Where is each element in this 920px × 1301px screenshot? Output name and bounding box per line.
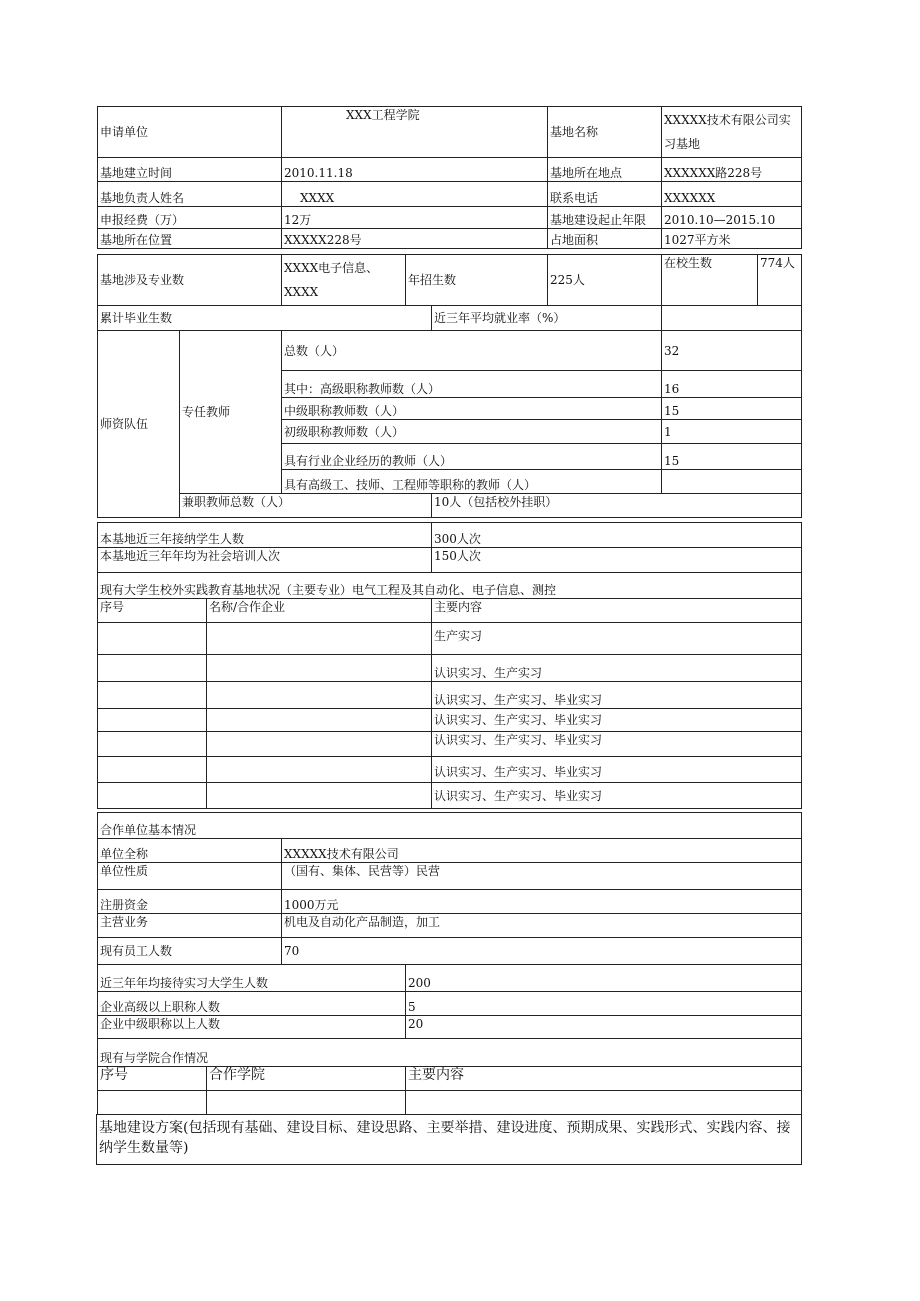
- table-row: [98, 709, 802, 732]
- faculty-row-value: 16: [662, 371, 802, 398]
- practice-name: [207, 732, 432, 757]
- practice-title: 现有大学生校外实践教育基地状况（主要专业）电气工程及其自动化、电子信息、测控: [98, 573, 802, 599]
- fulltime-label: 专任教师: [180, 331, 282, 494]
- partner-stats-table: [97, 964, 802, 1067]
- practice-header-name: 名称/合作企业: [207, 599, 432, 623]
- college-title: 现有与学院合作情况: [98, 1039, 802, 1067]
- students-value: 300人次: [432, 523, 802, 548]
- faculty-row-label: 总数（人）: [282, 331, 662, 371]
- applicant-label: 申请单位: [98, 107, 282, 158]
- practice-table: [97, 572, 802, 809]
- partner-senior-value: 5: [406, 992, 802, 1016]
- practice-name: [207, 655, 432, 682]
- practice-header-content: 主要内容: [432, 599, 802, 623]
- position-label: 基地所在位置: [98, 229, 282, 249]
- practice-content: 生产实习: [432, 623, 802, 655]
- college-header-no: 序号: [98, 1067, 207, 1091]
- partner-business-value: 机电及自动化产品制造，加工: [282, 914, 802, 938]
- majors-table: [97, 254, 802, 306]
- faculty-row-label: 初级职称教师数（人）: [282, 420, 662, 444]
- manager-value: XXXX: [282, 182, 548, 207]
- phone-label: 联系电话: [548, 182, 662, 207]
- parttime-value: 10人（包括校外挂职）: [432, 494, 802, 518]
- faculty-row-label: 中级职称教师数（人）: [282, 398, 662, 420]
- table-row: [98, 732, 802, 757]
- students-label: 本基地近三年接纳学生人数: [98, 523, 432, 548]
- practice-content: 认识实习、生产实习、毕业实习: [432, 783, 802, 809]
- practice-no: [98, 757, 207, 783]
- partner-capital-value: 1000万元: [282, 890, 802, 914]
- applicant-value: XXX工程学院: [282, 107, 548, 158]
- faculty-row-value: 15: [662, 444, 802, 470]
- basic-info-table: [97, 106, 802, 249]
- parttime-label: 兼职教师总数（人）: [180, 494, 432, 518]
- partner-business-label: 主营业务: [98, 914, 282, 938]
- employ-label: 近三年平均就业率（%）: [432, 306, 662, 331]
- partner-middle-value: 20: [406, 1016, 802, 1039]
- base-name-value: XXXXX技术有限公司实习基地: [662, 107, 802, 158]
- founded-label: 基地建立时间: [98, 158, 282, 182]
- intake-table: [97, 522, 802, 573]
- period-value: 2010.10—2015.10: [662, 207, 802, 229]
- partner-nature-value: （国有、集体、民营等）民营: [282, 863, 802, 890]
- partner-fullname-value: XXXXX技术有限公司: [282, 839, 802, 863]
- practice-name: [207, 623, 432, 655]
- partner-title: 合作单位基本情况: [98, 813, 802, 839]
- faculty-row-value: 15: [662, 398, 802, 420]
- practice-no: [98, 682, 207, 709]
- table-row: [98, 757, 802, 783]
- faculty-row-value: 1: [662, 420, 802, 444]
- position-value: XXXXX228号: [282, 229, 548, 249]
- practice-no: [98, 655, 207, 682]
- majors-value: XXXX电子信息、XXXX: [282, 255, 406, 306]
- practice-content: 认识实习、生产实习、毕业实习: [432, 682, 802, 709]
- area-value: 1027平方米: [662, 229, 802, 249]
- faculty-table: [97, 305, 802, 518]
- faculty-row-label: 其中：高级职称教师数（人）: [282, 371, 662, 398]
- table-row: [98, 783, 802, 809]
- partner-staff-label: 现有员工人数: [98, 938, 282, 965]
- partner-senior-label: 企业高级以上职称人数: [98, 992, 406, 1016]
- faculty-row-value: 32: [662, 331, 802, 371]
- practice-header-no: 序号: [98, 599, 207, 623]
- practice-name: [207, 757, 432, 783]
- partner-staff-value: 70: [282, 938, 802, 965]
- manager-label: 基地负责人姓名: [98, 182, 282, 207]
- partner-nature-label: 单位性质: [98, 863, 282, 890]
- area-label: 占地面积: [548, 229, 662, 249]
- practice-no: [98, 783, 207, 809]
- location-label: 基地所在地点: [548, 158, 662, 182]
- partner-interns-label: 近三年年均接待实习大学生人数: [98, 965, 406, 992]
- location-value: XXXXXX路228号: [662, 158, 802, 182]
- practice-content: 认识实习、生产实习、毕业实习: [432, 732, 802, 757]
- practice-no: [98, 709, 207, 732]
- practice-content: 认识实习、生产实习: [432, 655, 802, 682]
- practice-content: 认识实习、生产实习、毕业实习: [432, 709, 802, 732]
- table-row: [98, 655, 802, 682]
- faculty-row-label: 具有行业企业经历的教师（人）: [282, 444, 662, 470]
- plan-text: 基地建设方案(包括现有基础、建设目标、建设思路、主要举措、建设进度、预期成果、实践形式、实践内容、接纳学生数量等): [97, 1115, 802, 1165]
- faculty-row-value: [662, 470, 802, 494]
- founded-value: 2010.11.18: [282, 158, 548, 182]
- table-row: [98, 623, 802, 655]
- enroll-value: 225人: [548, 255, 662, 306]
- majors-label: 基地涉及专业数: [98, 255, 282, 306]
- partner-capital-label: 注册资金: [98, 890, 282, 914]
- practice-name: [207, 709, 432, 732]
- faculty-row-label: 具有高级工、技师、工程师等职称的教师（人）: [282, 470, 662, 494]
- practice-content: 认识实习、生产实习、毕业实习: [432, 757, 802, 783]
- practice-name: [207, 682, 432, 709]
- training-value: 150人次: [432, 548, 802, 573]
- college-header-content: 主要内容: [406, 1067, 802, 1091]
- partner-table: [97, 812, 802, 965]
- college-table: [97, 1066, 802, 1115]
- faculty-group-label: 师资队伍: [98, 331, 180, 518]
- partner-middle-label: 企业中级职称以上人数: [98, 1016, 406, 1039]
- grads-label: 累计毕业生数: [98, 306, 432, 331]
- employ-value: [662, 306, 802, 331]
- base-name-label: 基地名称: [548, 107, 662, 158]
- current-label: 在校生数: [662, 255, 758, 306]
- phone-value: XXXXXX: [662, 182, 802, 207]
- practice-name: [207, 783, 432, 809]
- period-label: 基地建设起止年限: [548, 207, 662, 229]
- partner-fullname-label: 单位全称: [98, 839, 282, 863]
- funding-label: 申报经费（万）: [98, 207, 282, 229]
- partner-interns-value: 200: [406, 965, 802, 992]
- enroll-label: 年招生数: [406, 255, 548, 306]
- college-header-college: 合作学院: [207, 1067, 406, 1091]
- funding-value: 12万: [282, 207, 548, 229]
- practice-no: [98, 623, 207, 655]
- practice-no: [98, 732, 207, 757]
- table-row: [98, 1091, 802, 1115]
- plan-table: [96, 1114, 802, 1165]
- table-row: [98, 682, 802, 709]
- current-value: 774人: [758, 255, 802, 306]
- training-label: 本基地近三年年均为社会培训人次: [98, 548, 432, 573]
